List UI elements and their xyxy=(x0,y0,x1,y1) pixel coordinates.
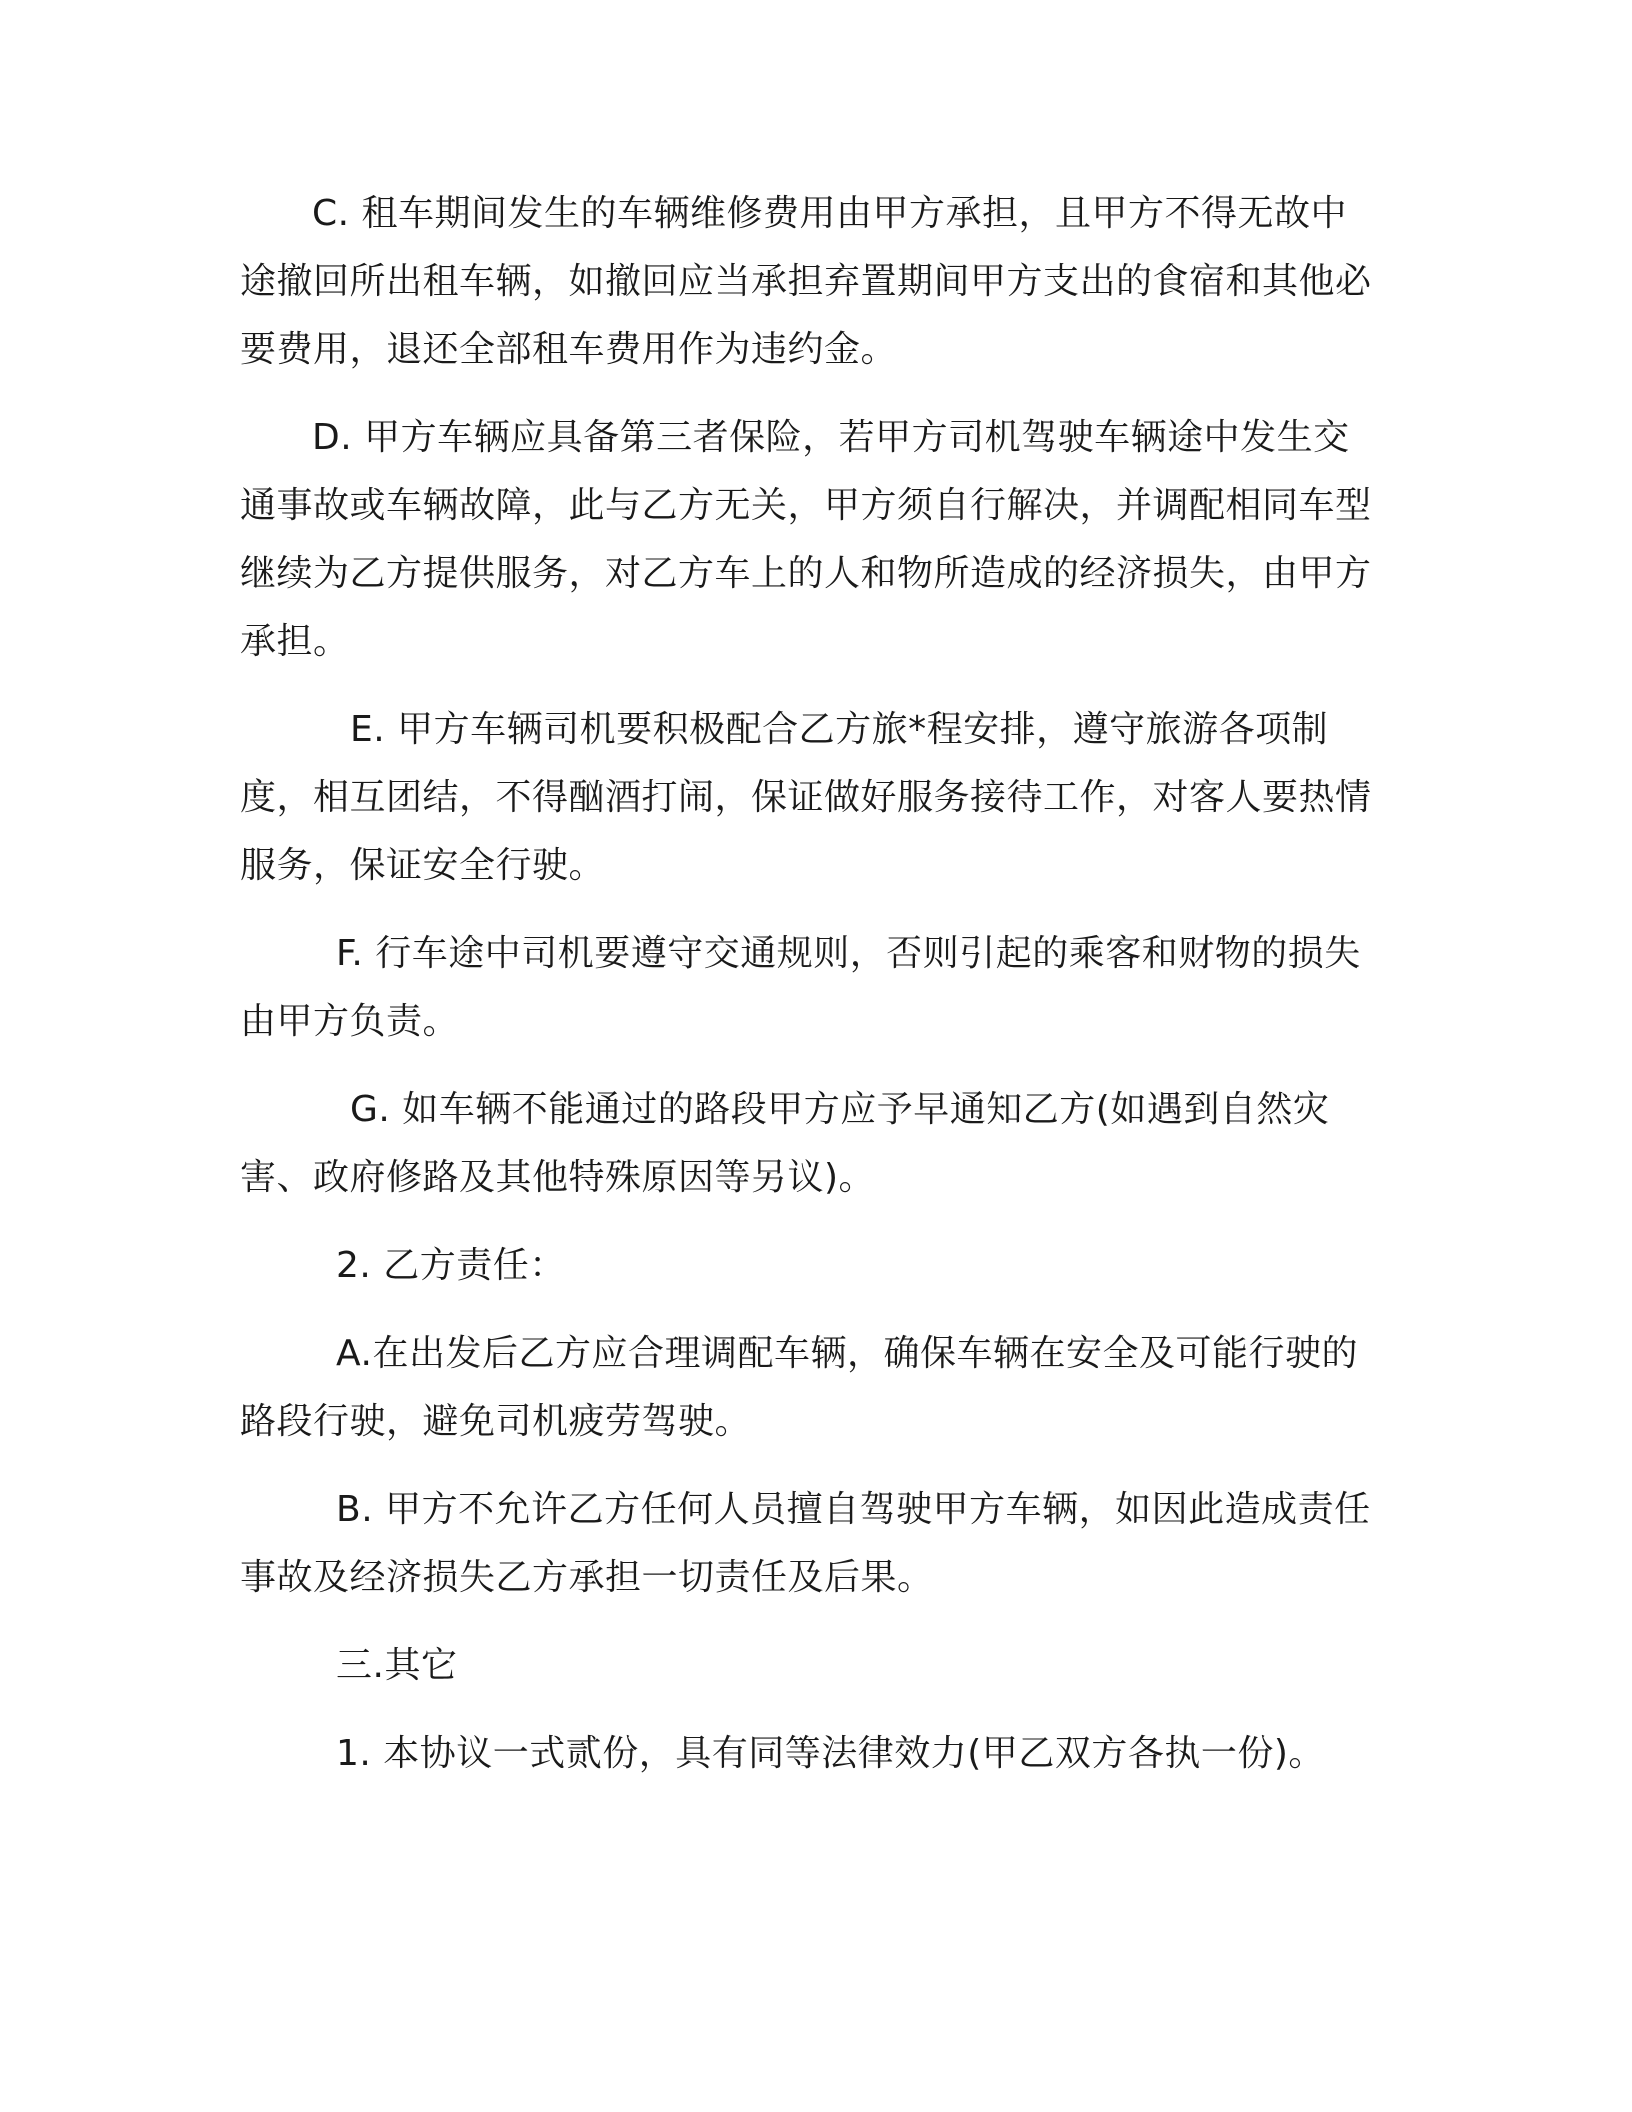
section-heading-party-b: 2. 乙方责任： xyxy=(336,1245,566,1286)
clause-g: G. 如车辆不能通过的路段甲方应予早通知乙方(如遇到自然灾害、政府修路及其他特殊原因等另议)。 xyxy=(240,1089,1330,1198)
clause-c: C. 租车期间发生的车辆维修费用由甲方承担，且甲方不得无故中途撤回所出租车辆，如撤回应当承担弃置期间甲方支出的食宿和其他必要费用，退还全部租车费用作为违约金。 xyxy=(240,193,1372,370)
clause-e: E. 甲方车辆司机要积极配合乙方旅*程安排，遵守旅游各项制度，相互团结，不得酗酒打闹，保证做好服务接待工作，对客人要热情服务，保证安全行驶。 xyxy=(240,709,1372,886)
clause-f: F. 行车途中司机要遵守交通规则，否则引起的乘客和财物的损失由甲方负责。 xyxy=(240,933,1361,1042)
clause-1: 1. 本协议一式贰份，具有同等法律效力(甲乙双方各执一份)。 xyxy=(336,1733,1325,1774)
clause-b2: B. 甲方不允许乙方任何人员擅自驾驶甲方车辆，如因此造成责任事故及经济损失乙方承担一切责任及后果。 xyxy=(240,1489,1371,1598)
section-heading-other: 三.其它 xyxy=(336,1645,458,1686)
clause-d: D. 甲方车辆应具备第三者保险，若甲方司机驾驶车辆途中发生交通事故或车辆故障，此与乙方无关，甲方须自行解决，并调配相同车型继续为乙方提供服务，对乙方车上的人和物所造成的经济损失，由甲方承担。 xyxy=(240,417,1372,662)
clause-a2: A.在出发后乙方应合理调配车辆，确保车辆在安全及可能行驶的路段行驶，避免司机疲劳驾驶。 xyxy=(240,1333,1358,1442)
